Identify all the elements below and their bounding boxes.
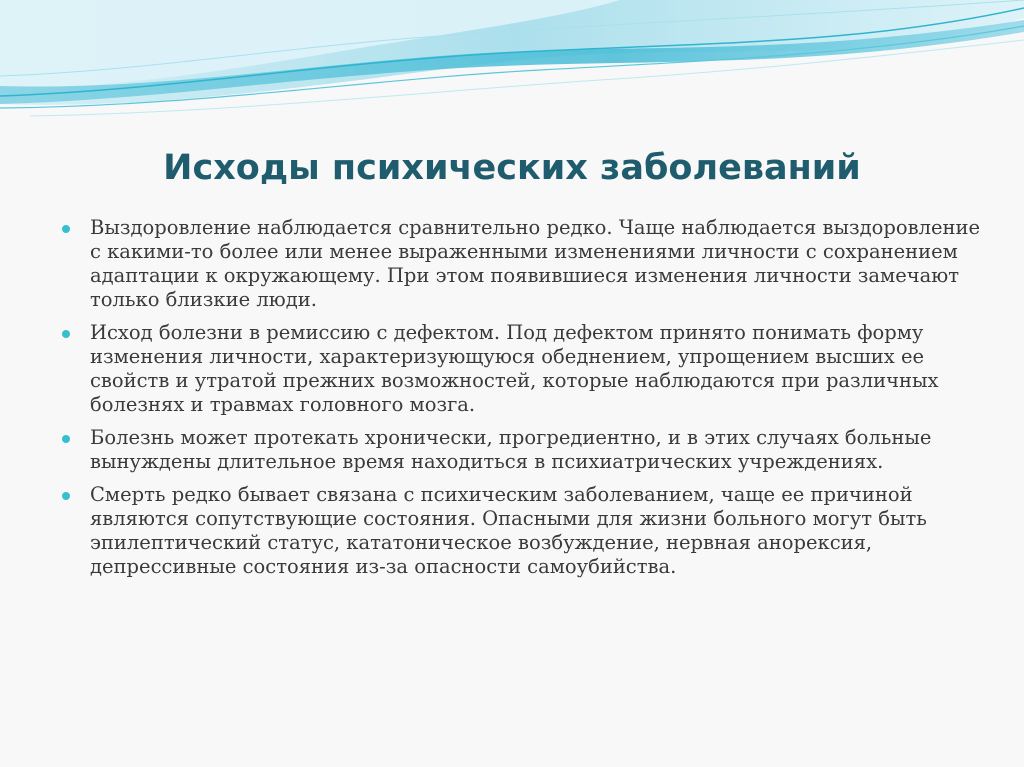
bullet-text: Выздоровление наблюдается сравнительно редко. Чаще наблюдается выздоровление с какими-то более или менее выраженными изменениями личности с сохранением адаптации к окружающему. При этом появившиеся изменения личности замечают только близкие люди.: [90, 216, 981, 311]
bullet-dot-icon: [62, 435, 70, 443]
bullet-dot-icon: [62, 492, 70, 500]
bullet-list: [62, 216, 982, 588]
bullet-item: [62, 426, 982, 474]
bullet-item: [62, 321, 982, 417]
bullet-text: Смерть редко бывает связана с психическим заболеванием, чаще ее причиной являются сопутствующие состояния. Опасными для жизни больного могут быть эпилептический статус, кататоническое возбуждение, нервная анорексия, депрессивные состояния из-за опасности самоубийства.: [90, 483, 927, 578]
bullet-item: [62, 483, 982, 579]
bullet-dot-icon: [62, 330, 70, 338]
slide-title: Исходы психических заболеваний: [163, 148, 861, 188]
bullet-text: Исход болезни в ремиссию с дефектом. Под дефектом принято понимать форму изменения личности, характеризующуюся обеднением, упрощением высших ее свойств и утратой прежних возможностей, которые наблюдаются при различных болезнях и травмах головного мозга.: [90, 321, 939, 416]
bullet-dot-icon: [62, 225, 70, 233]
bullet-text: Болезнь может протекать хронически, прогредиентно, и в этих случаях больные вынуждены длительное время находиться в психиатрических учреждениях.: [90, 426, 932, 473]
bullet-item: [62, 216, 982, 312]
decorative-wave-header: [0, 0, 1024, 120]
